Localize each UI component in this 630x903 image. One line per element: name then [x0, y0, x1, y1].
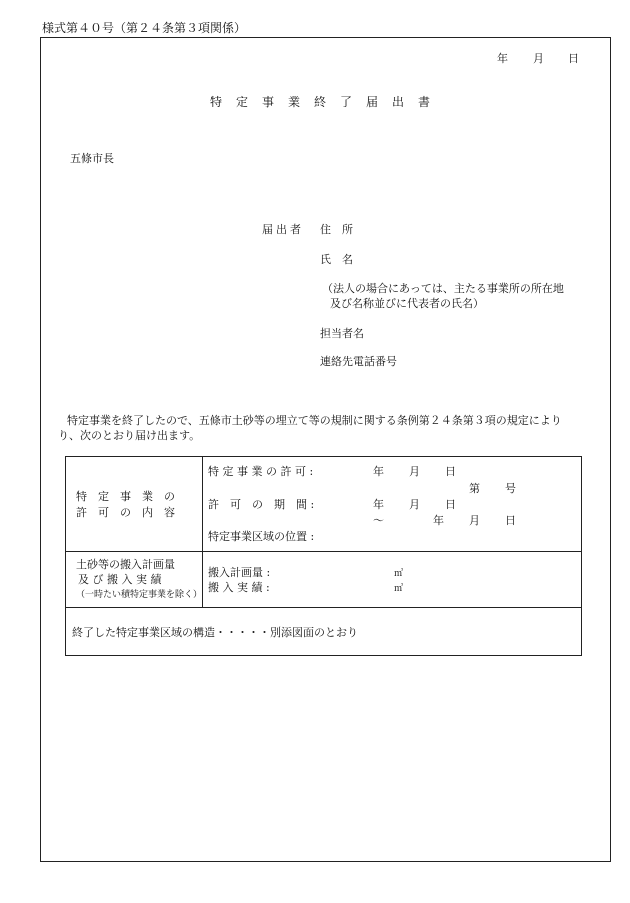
- period-end-year: 年: [433, 514, 444, 527]
- permit-day: 日: [445, 465, 456, 478]
- date-year: 年: [497, 52, 508, 65]
- plan-label: 搬入計画量 :: [208, 566, 271, 579]
- body-text-line1: 特定事業を終了したので、五條市土砂等の埋立て等の規制に関する条例第２４条第３項の規定により: [67, 414, 562, 427]
- row2-header-line1: 土砂等の搬入計画量: [76, 558, 175, 571]
- details-table: [65, 456, 582, 656]
- permit-year: 年: [373, 465, 384, 478]
- row3-text: 終了した特定事業区域の構造・・・・・別添図面のとおり: [72, 626, 358, 639]
- address-label: 住 所: [320, 223, 353, 236]
- permit-month: 月: [409, 465, 420, 478]
- row2-header-line2: 及 び 搬 入 実 績: [78, 573, 162, 586]
- period-day: 日: [445, 498, 456, 511]
- row1-header-line2: 許 可 の 内 容: [76, 506, 175, 519]
- actual-label: 搬 入 実 績 :: [208, 581, 270, 594]
- location-label: 特定事業区域の位置 :: [208, 530, 315, 543]
- period-end-day: 日: [505, 514, 516, 527]
- permit-no-prefix: 第: [469, 482, 480, 495]
- row2-header-note: （一時たい積特定事業を除く）: [76, 590, 203, 600]
- contact-person-label: 担当者名: [320, 327, 364, 340]
- permit-no-suffix: 号: [505, 482, 516, 495]
- applicant-label: 届出者: [262, 223, 304, 236]
- body-text-line2: り、次のとおり届け出ます。: [58, 429, 201, 442]
- permit-label: 特 定 事 業 の 許 可 :: [208, 465, 314, 478]
- form-number: 様式第４０号（第２４条第３項関係）: [42, 21, 247, 35]
- phone-label: 連絡先電話番号: [320, 355, 397, 368]
- period-month: 月: [409, 498, 420, 511]
- page-title: 特定事業終了届出書: [210, 95, 445, 109]
- row-divider-2: [66, 607, 581, 608]
- addressee: 五條市長: [70, 152, 114, 165]
- date-day: 日: [568, 52, 579, 65]
- plan-unit: ㎥: [394, 569, 404, 579]
- period-year: 年: [373, 498, 384, 511]
- actual-unit: ㎥: [394, 584, 404, 594]
- corp-note-line1: （法人の場合にあっては、主たる事業所の所在地: [322, 282, 564, 295]
- period-label: 許 可 の 期 間 :: [208, 498, 315, 511]
- row-divider-1: [66, 551, 581, 552]
- name-label: 氏 名: [320, 253, 353, 266]
- date-month: 月: [533, 52, 544, 65]
- row1-header-line1: 特 定 事 業 の: [76, 490, 175, 503]
- period-end-month: 月: [469, 514, 480, 527]
- form-frame: [40, 37, 611, 862]
- corp-note-line2: 及び名称並びに代表者の氏名）: [330, 297, 484, 310]
- column-divider: [202, 457, 203, 607]
- period-tilde: ～: [373, 514, 384, 527]
